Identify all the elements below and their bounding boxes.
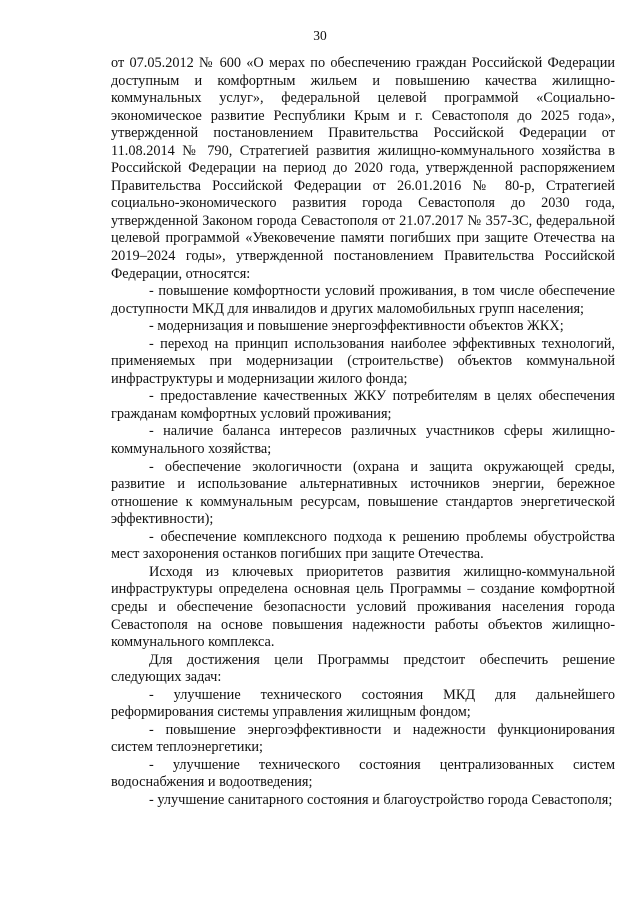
- list-item-sanitary: - улучшение санитарного состояния и благоустройство города Севастополя;: [149, 791, 613, 808]
- document-body: [111, 55, 615, 810]
- list-item-modernization: - модернизация и повышение энергоэффективности объектов ЖКХ;: [149, 318, 564, 335]
- list-item-quality-services: - предоставление качественных ЖКУ потребителям в целях обеспечения гражданам комфортных условий проживания;: [111, 388, 615, 422]
- paragraph-priorities-intro: от 07.05.2012 № 600 «О мерах по обеспечению граждан Российской Федерации доступным и комфортным жильем и повышению качества жилищно-коммунальных услуг», федеральной целевой программой «Социально-экономическое развитие Республики Крым и г. Севастополя до 2025 года», утвержденной постановлением Правительства Российской Федерации от 11.08.2014 № 790, Стратегией развития жилищно-коммунального хозяйства в Российской Федерации на период до 2020 года, утвержденной распоряжением Правительства Российской Федерации от 26.01.2016 № 80-р, Стратегией социально-экономического развития города Севастополя до 2030 года, утвержденной Законом города Севастополя от 21.07.2017 № 357-ЗС, федеральной целевой программой «Увековечение памяти погибших при защите Отечества на 2019–2024 годы», утвержденной постановлением Правительства Российской Федерации, относятся:: [111, 55, 615, 282]
- paragraph-program-goal: Исходя из ключевых приоритетов развития жилищно-коммунальной инфраструктуры определена основная цель Программы – создание комфортной среды и обеспечение безопасности условий проживания населения города Севастополя на основе повышения надежности работы объектов жилищно-коммунального комплекса.: [111, 563, 615, 651]
- list-item-comfort: - повышение комфортности условий проживания, в том числе обеспечение доступности МКД для инвалидов и других маломобильных групп населения;: [111, 283, 615, 317]
- list-item-technologies: - переход на принцип использования наиболее эффективных технологий, применяемых при модернизации (строительстве) объектов коммунальной инфраструктуры и модернизации жилого фонда;: [111, 335, 615, 387]
- list-item-burial-sites: - обеспечение комплексного подхода к решению проблемы обустройства мест захоронения останков погибших при защите Отечества.: [111, 528, 615, 563]
- list-item-water-systems: - улучшение технического состояния централизованных систем водоснабжения и водоотведения;: [111, 756, 615, 791]
- list-item-ecology: - обеспечение экологичности (охрана и защита окружающей среды, развитие и использование альтернативных источников энергии, бережное отношение к коммунальным ресурсам, повышение стандартов энергетической эффективности);: [111, 458, 615, 528]
- page-number: 30: [313, 28, 327, 43]
- list-item-mkd-condition: - улучшение технического состояния МКД для дальнейшего реформирования системы управления жилищным фондом;: [111, 686, 615, 721]
- paragraph-tasks-intro: Для достижения цели Программы предстоит обеспечить решение следующих задач:: [111, 651, 615, 686]
- list-item-balance: - наличие баланса интересов различных участников сферы жилищно-коммунального хозяйства;: [111, 423, 615, 458]
- list-item-heat-energy: - повышение энергоэффективности и надежности функционирования систем теплоэнергетики;: [111, 721, 615, 756]
